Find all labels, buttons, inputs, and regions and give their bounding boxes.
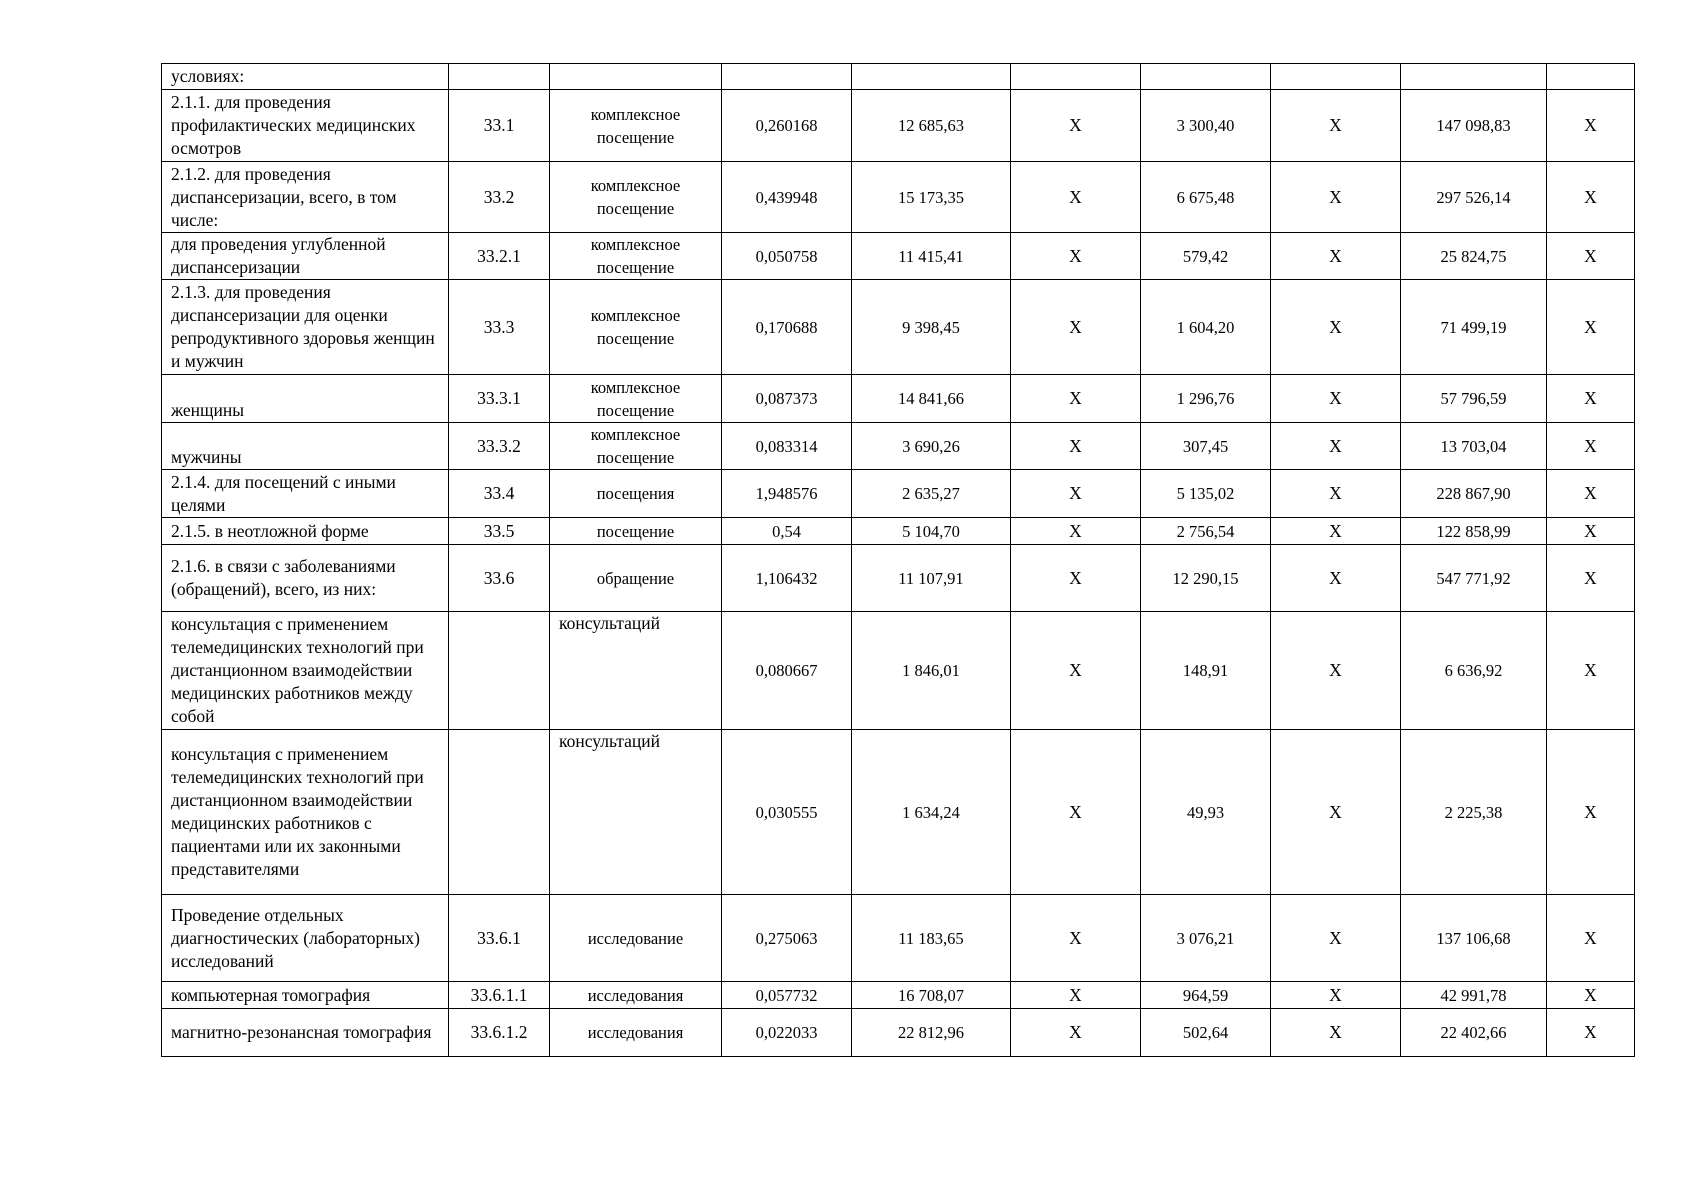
row-unit: исследования	[550, 1009, 722, 1057]
cell-v4: 964,59	[1141, 982, 1271, 1009]
row-code	[449, 64, 550, 90]
row-unit: исследования	[550, 982, 722, 1009]
row-label: магнитно-резонансная томография	[162, 1009, 449, 1057]
cell-v1	[722, 64, 852, 90]
cell-v1: 0,057732	[722, 982, 852, 1009]
cell-v3: Х	[1011, 982, 1141, 1009]
table-row	[162, 982, 1635, 1009]
cell-v3	[1011, 64, 1141, 90]
cell-v2: 11 183,65	[852, 895, 1011, 982]
cell-v3: Х	[1011, 375, 1141, 423]
row-label: Проведение отдельных диагностических (лабораторных) исследований	[162, 895, 449, 982]
table-row	[162, 518, 1635, 545]
row-unit: комплексное посещение	[550, 423, 722, 470]
cell-v4: 12 290,15	[1141, 545, 1271, 612]
cell-v3: Х	[1011, 518, 1141, 545]
cell-v7: Х	[1547, 375, 1635, 423]
cell-v2: 15 173,35	[852, 162, 1011, 233]
cell-v2: 2 635,27	[852, 470, 1011, 518]
cell-v6: 547 771,92	[1401, 545, 1547, 612]
row-code: 33.4	[449, 470, 550, 518]
cell-v6: 6 636,92	[1401, 612, 1547, 730]
data-table	[161, 63, 1635, 1057]
row-unit: посещение	[550, 518, 722, 545]
cell-v3: Х	[1011, 470, 1141, 518]
cell-v5: Х	[1271, 90, 1401, 162]
cell-v3: Х	[1011, 612, 1141, 730]
cell-v5: Х	[1271, 280, 1401, 375]
cell-v4: 49,93	[1141, 730, 1271, 895]
row-label: 2.1.3. для проведения диспансеризации для оценки репродуктивного здоровья женщин и мужчин	[162, 280, 449, 375]
cell-v7: Х	[1547, 982, 1635, 1009]
row-code: 33.2.1	[449, 233, 550, 280]
cell-v2: 3 690,26	[852, 423, 1011, 470]
cell-v4: 3 300,40	[1141, 90, 1271, 162]
cell-v5: Х	[1271, 470, 1401, 518]
cell-v4: 307,45	[1141, 423, 1271, 470]
table-row	[162, 895, 1635, 982]
cell-v5: Х	[1271, 545, 1401, 612]
cell-v6: 2 225,38	[1401, 730, 1547, 895]
row-label: консультация с применением телемедицинских технологий при дистанционном взаимодействии медицинских работников между собой	[162, 612, 449, 730]
cell-v4: 5 135,02	[1141, 470, 1271, 518]
row-label: консультация с применением телемедицинских технологий при дистанционном взаимодействии медицинских работников с пациентами или их законными представителями	[162, 730, 449, 895]
row-label: женщины	[162, 375, 449, 423]
cell-v7: Х	[1547, 545, 1635, 612]
row-code: 33.3.2	[449, 423, 550, 470]
cell-v1: 0,170688	[722, 280, 852, 375]
row-code: 33.6	[449, 545, 550, 612]
row-code: 33.6.1.1	[449, 982, 550, 1009]
cell-v6: 42 991,78	[1401, 982, 1547, 1009]
row-unit: комплексное посещение	[550, 162, 722, 233]
cell-v7: Х	[1547, 162, 1635, 233]
cell-v6: 57 796,59	[1401, 375, 1547, 423]
cell-v6: 71 499,19	[1401, 280, 1547, 375]
cell-v6: 22 402,66	[1401, 1009, 1547, 1057]
cell-v6: 297 526,14	[1401, 162, 1547, 233]
cell-v3: Х	[1011, 90, 1141, 162]
cell-v2: 12 685,63	[852, 90, 1011, 162]
cell-v1: 1,948576	[722, 470, 852, 518]
cell-v5: Х	[1271, 612, 1401, 730]
row-code: 33.6.1	[449, 895, 550, 982]
row-unit: исследование	[550, 895, 722, 982]
table-row	[162, 545, 1635, 612]
cell-v1: 0,260168	[722, 90, 852, 162]
cell-v6: 147 098,83	[1401, 90, 1547, 162]
cell-v2: 14 841,66	[852, 375, 1011, 423]
cell-v5: Х	[1271, 895, 1401, 982]
cell-v5: Х	[1271, 1009, 1401, 1057]
table-row	[162, 612, 1635, 730]
table-row	[162, 375, 1635, 423]
cell-v7: Х	[1547, 233, 1635, 280]
table-row	[162, 280, 1635, 375]
cell-v4: 1 296,76	[1141, 375, 1271, 423]
row-unit	[550, 64, 722, 90]
cell-v3: Х	[1011, 545, 1141, 612]
row-code: 33.3	[449, 280, 550, 375]
table-body	[162, 64, 1635, 1057]
cell-v1: 0,083314	[722, 423, 852, 470]
cell-v2: 11 415,41	[852, 233, 1011, 280]
cell-v4: 2 756,54	[1141, 518, 1271, 545]
table-row	[162, 730, 1635, 895]
cell-v4: 3 076,21	[1141, 895, 1271, 982]
row-code	[449, 730, 550, 895]
cell-v7: Х	[1547, 90, 1635, 162]
row-unit: комплексное посещение	[550, 90, 722, 162]
row-unit: посещения	[550, 470, 722, 518]
cell-v1: 0,54	[722, 518, 852, 545]
cell-v7: Х	[1547, 423, 1635, 470]
row-label: 2.1.6. в связи с заболеваниями (обращений), всего, из них:	[162, 545, 449, 612]
cell-v2: 1 846,01	[852, 612, 1011, 730]
row-label: для проведения углубленной диспансеризации	[162, 233, 449, 280]
table-row	[162, 470, 1635, 518]
cell-v7: Х	[1547, 730, 1635, 895]
row-label: компьютерная томография	[162, 982, 449, 1009]
cell-v6	[1401, 64, 1547, 90]
cell-v2: 5 104,70	[852, 518, 1011, 545]
row-code	[449, 612, 550, 730]
cell-v4: 1 604,20	[1141, 280, 1271, 375]
cell-v3: Х	[1011, 895, 1141, 982]
cell-v4	[1141, 64, 1271, 90]
row-unit: консультаций	[550, 730, 722, 895]
cell-v1: 0,275063	[722, 895, 852, 982]
row-label: 2.1.4. для посещений с иными целями	[162, 470, 449, 518]
cell-v3: Х	[1011, 162, 1141, 233]
cell-v6: 13 703,04	[1401, 423, 1547, 470]
row-unit: обращение	[550, 545, 722, 612]
row-label: условиях:	[162, 64, 449, 90]
cell-v5: Х	[1271, 518, 1401, 545]
row-code: 33.2	[449, 162, 550, 233]
cell-v4: 502,64	[1141, 1009, 1271, 1057]
cell-v3: Х	[1011, 1009, 1141, 1057]
cell-v5: Х	[1271, 423, 1401, 470]
table-row	[162, 1009, 1635, 1057]
row-label: 2.1.5. в неотложной форме	[162, 518, 449, 545]
table-row	[162, 423, 1635, 470]
cell-v1: 0,087373	[722, 375, 852, 423]
cell-v5	[1271, 64, 1401, 90]
row-unit: комплексное посещение	[550, 233, 722, 280]
cell-v1: 0,080667	[722, 612, 852, 730]
row-code: 33.1	[449, 90, 550, 162]
cell-v6: 137 106,68	[1401, 895, 1547, 982]
row-label: мужчины	[162, 423, 449, 470]
cell-v2	[852, 64, 1011, 90]
cell-v6: 25 824,75	[1401, 233, 1547, 280]
cell-v3: Х	[1011, 423, 1141, 470]
cell-v7: Х	[1547, 895, 1635, 982]
cell-v7: Х	[1547, 280, 1635, 375]
row-unit: консультаций	[550, 612, 722, 730]
cell-v7: Х	[1547, 518, 1635, 545]
cell-v1: 0,050758	[722, 233, 852, 280]
cell-v4: 579,42	[1141, 233, 1271, 280]
cell-v7: Х	[1547, 612, 1635, 730]
cell-v2: 22 812,96	[852, 1009, 1011, 1057]
table-row	[162, 162, 1635, 233]
table-row	[162, 64, 1635, 90]
cell-v2: 1 634,24	[852, 730, 1011, 895]
row-unit: комплексное посещение	[550, 375, 722, 423]
cell-v2: 16 708,07	[852, 982, 1011, 1009]
cell-v1: 0,022033	[722, 1009, 852, 1057]
cell-v5: Х	[1271, 982, 1401, 1009]
cell-v1: 0,439948	[722, 162, 852, 233]
table-row	[162, 90, 1635, 162]
cell-v3: Х	[1011, 233, 1141, 280]
cell-v2: 11 107,91	[852, 545, 1011, 612]
cell-v5: Х	[1271, 162, 1401, 233]
cell-v6: 228 867,90	[1401, 470, 1547, 518]
cell-v7: Х	[1547, 1009, 1635, 1057]
row-unit: комплексное посещение	[550, 280, 722, 375]
cell-v3: Х	[1011, 280, 1141, 375]
row-code: 33.6.1.2	[449, 1009, 550, 1057]
row-code: 33.3.1	[449, 375, 550, 423]
cell-v6: 122 858,99	[1401, 518, 1547, 545]
cell-v2: 9 398,45	[852, 280, 1011, 375]
cell-v4: 148,91	[1141, 612, 1271, 730]
cell-v5: Х	[1271, 233, 1401, 280]
row-code: 33.5	[449, 518, 550, 545]
cell-v5: Х	[1271, 375, 1401, 423]
cell-v5: Х	[1271, 730, 1401, 895]
row-label: 2.1.2. для проведения диспансеризации, всего, в том числе:	[162, 162, 449, 233]
cell-v7: Х	[1547, 470, 1635, 518]
cell-v7	[1547, 64, 1635, 90]
cell-v3: Х	[1011, 730, 1141, 895]
cell-v1: 0,030555	[722, 730, 852, 895]
cell-v1: 1,106432	[722, 545, 852, 612]
table-row	[162, 233, 1635, 280]
cell-v4: 6 675,48	[1141, 162, 1271, 233]
row-label: 2.1.1. для проведения профилактических медицинских осмотров	[162, 90, 449, 162]
